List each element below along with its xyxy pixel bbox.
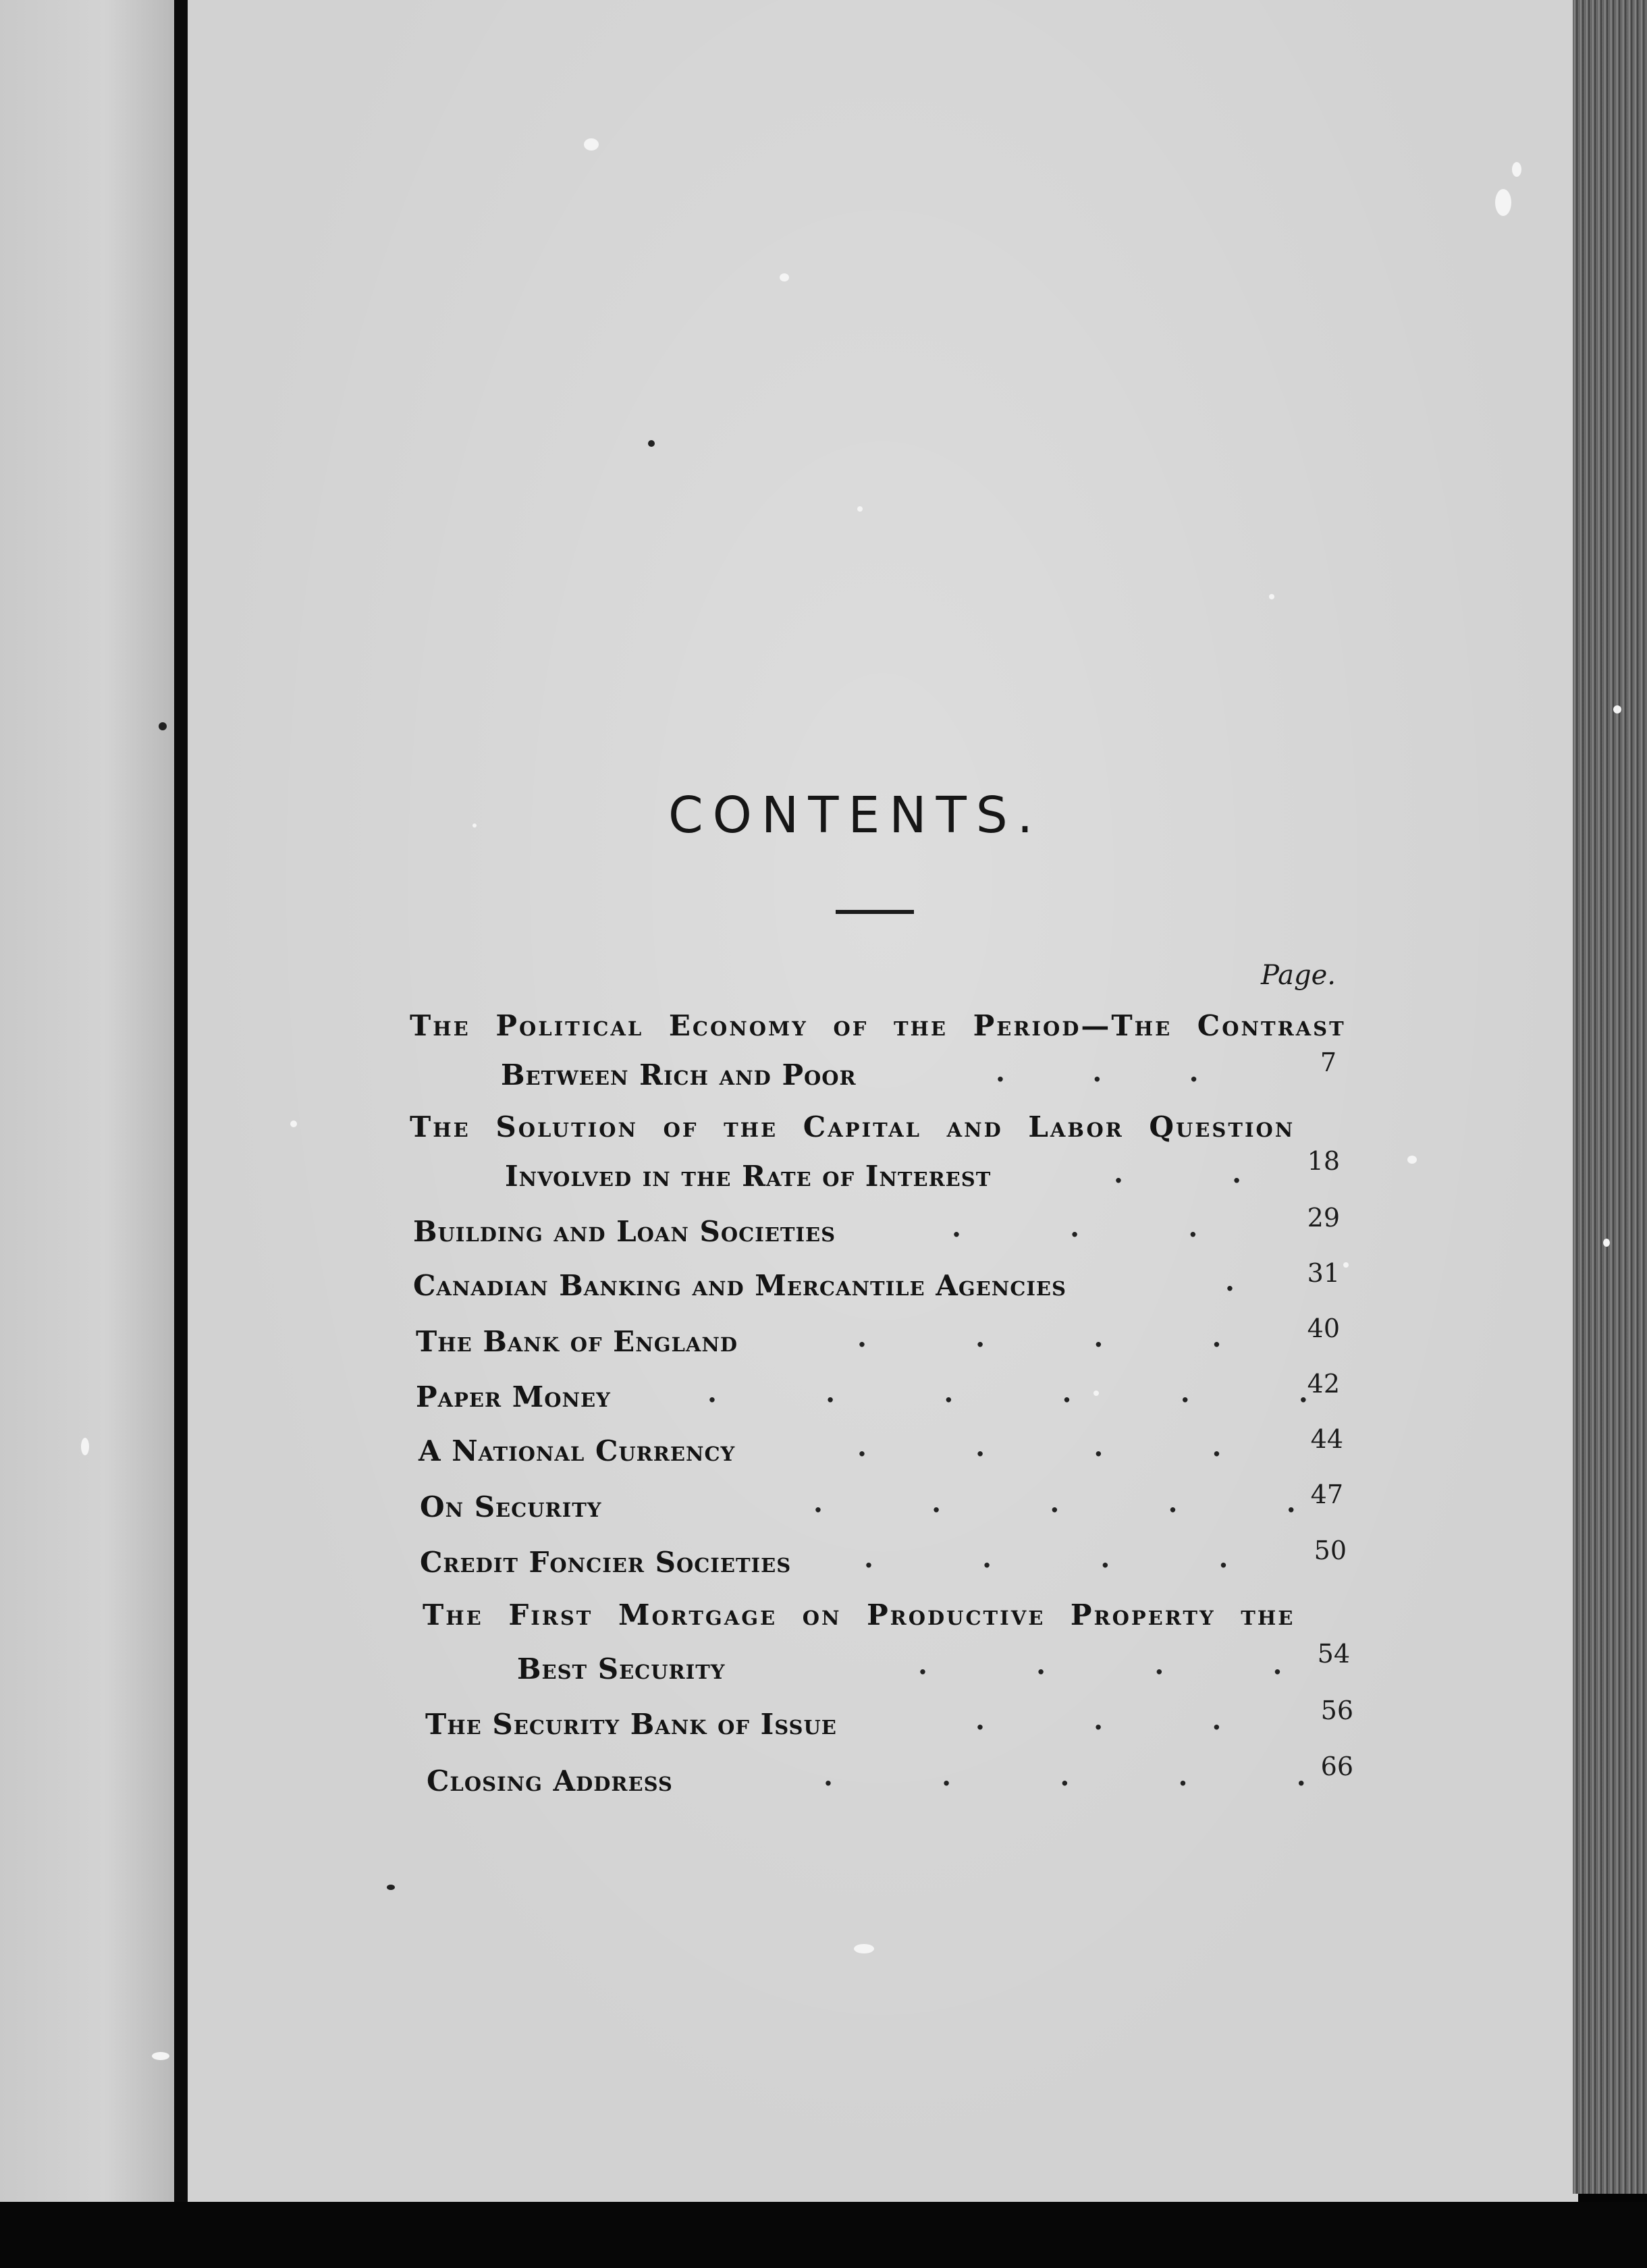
toc-entry-title-continued: Between Rich and Poor [501,1058,857,1091]
ink-dot [648,440,655,447]
toc-page-number: 47 [1310,1480,1343,1509]
dust-speck [780,273,789,281]
toc-page-number: 7 [1320,1048,1336,1077]
toc-page-number: 54 [1317,1639,1350,1669]
toc-entry-title: The Solution of the Capital and Labor Question [410,1110,1295,1143]
toc-page-number: 40 [1307,1314,1340,1343]
dust-speck [81,1438,89,1455]
dust-speck [1613,705,1621,713]
dust-speck [857,506,863,512]
dust-speck [1512,162,1521,177]
dust-speck [1343,1262,1349,1268]
toc-entry-title: The Bank of England [416,1325,738,1358]
toc-page-number: 29 [1307,1203,1340,1233]
toc-entry-title: Closing Address [427,1764,673,1798]
dust-speck [473,824,477,828]
toc-entry-title: Paper Money [416,1380,611,1413]
toc-entry-title: Credit Foncier Societies [420,1546,792,1579]
page-column-label: Page. [1261,960,1336,991]
toc-entry-title: On Security [420,1490,602,1523]
toc-entry-title: The First Mortgage on Productive Property the [423,1598,1295,1631]
page-edges [1573,0,1647,2194]
scanned-book-spread: CONTENTS. Page. The Political Economy of the Period—The Contrast Between Rich and Poor . . . 7 The Solution of the Capital and Labor Question Involved in the Rate of Interest . . 18 Building and Loan Societies . . . 29 Canadian Banking and Mercantile Agencies . 31 The Bank of England . . . . 40 Paper Money . . . . . . 42 A National Currency . . . . 44 On Security . . . . . 47 Credit Foncier Societies . . . . 50 The First Mortgage on Productive Property the Best Security . . . . 54 The Security Bank of Issue . . . 56 Closing Address . . . . . 66 [0,0,1647,2268]
contents-page [188,0,1578,2202]
dust-speck [1407,1156,1417,1164]
dust-speck [1603,1239,1610,1247]
ink-dot [159,722,167,730]
dust-speck [1269,594,1274,599]
toc-entry-title: Canadian Banking and Mercantile Agencies [413,1269,1066,1302]
dust-speck [152,2052,169,2060]
toc-page-number: 42 [1307,1369,1340,1399]
toc-entry-title: A National Currency [418,1434,736,1467]
toc-entry-title: Building and Loan Societies [413,1215,836,1248]
ink-dot [387,1885,395,1890]
toc-page-number: 44 [1310,1424,1343,1454]
left-page-margin [0,0,174,2202]
scan-bottom-border [0,2202,1647,2268]
toc-page-number: 66 [1320,1752,1353,1781]
toc-entry-title-continued: Involved in the Rate of Interest [505,1160,992,1193]
heading-rule [836,910,914,914]
toc-entry-title: The Political Economy of the Period—The Contrast [410,1009,1346,1042]
toc-page-number: 50 [1314,1536,1347,1565]
toc-page-number: 56 [1320,1696,1353,1725]
dust-speck [1495,189,1511,216]
toc-page-number: 31 [1307,1258,1340,1288]
toc-entry-title: The Security Bank of Issue [425,1708,837,1741]
book-gutter [174,0,188,2207]
dust-speck [290,1120,297,1127]
dust-speck [584,138,599,151]
dust-speck [854,1944,874,1953]
toc-entry-title-continued: Best Security [517,1652,726,1685]
toc-page-number: 18 [1307,1146,1340,1176]
contents-heading: CONTENTS. [668,786,1043,844]
